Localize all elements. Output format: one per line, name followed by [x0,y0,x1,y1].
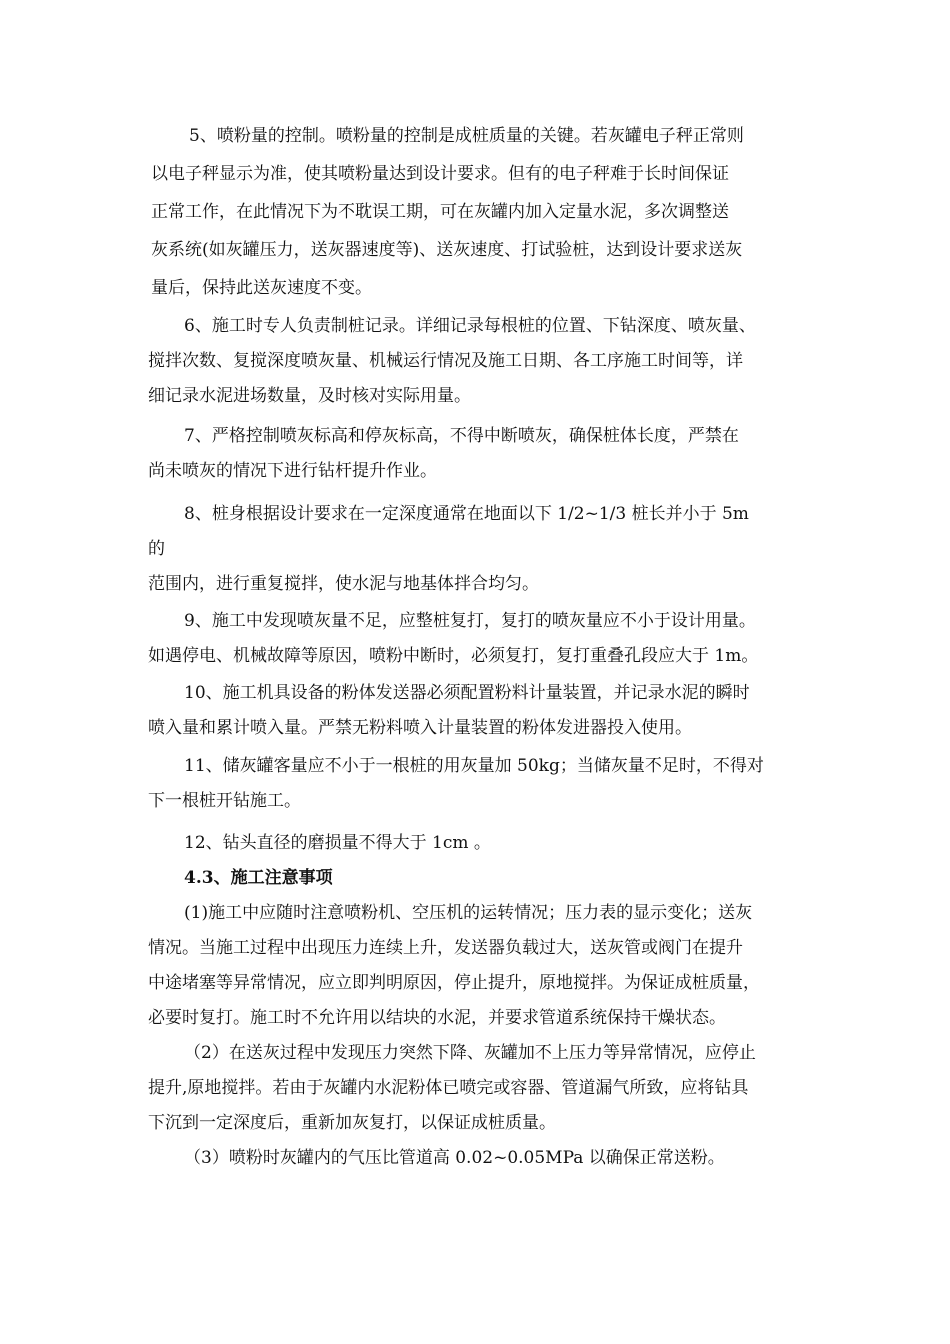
text-line: 的 [148,539,165,559]
text-line: （2）在送灰过程中发现压力突然下降、灰罐加不上压力等异常情况，应停止 [184,1043,756,1063]
text-line: 喷入量和累计喷入量。严禁无粉料喷入计量装置的粉体发进器投入使用。 [148,718,692,738]
text-line: 灰系统(如灰罐压力，送灰器速度等)、送灰速度、打试验桩，达到设计要求送灰 [151,240,743,260]
text-line: 必要时复打。施工时不允许用以结块的水泥，并要求管道系统保持干燥状态。 [148,1008,726,1028]
text-line: 6、施工时专人负责制桩记录。详细记录每根桩的位置、下钻深度、喷灰量、 [184,316,756,336]
text-line: （3）喷粉时灰罐内的气压比管道高 0.02~0.05MPa 以确保正常送粉。 [184,1148,725,1168]
text-line: 10、施工机具设备的粉体发送器必须配置粉料计量装置，并记录水泥的瞬时 [184,683,750,703]
text-line: 细记录水泥进场数量，及时核对实际用量。 [148,386,471,406]
text-line: 下沉到一定深度后，重新加灰复打，以保证成桩质量。 [148,1113,556,1133]
text-line: (1)施工中应随时注意喷粉机、空压机的运转情况；压力表的显示变化；送灰 [184,903,753,923]
text-line: 11、储灰罐客量应不小于一根桩的用灰量加 50kg；当储灰量不足时，不得对 [184,756,764,776]
text-line: 5、喷粉量的控制。喷粉量的控制是成桩质量的关键。若灰罐电子秤正常则 [189,126,744,146]
text-line: 7、严格控制喷灰标高和停灰标高，不得中断喷灰，确保桩体长度，严禁在 [184,426,739,446]
text-line: 中途堵塞等异常情况，应立即判明原因，停止提升，原地搅拌。为保证成桩质量， [148,973,760,993]
text-line: 以电子秤显示为准，使其喷粉量达到设计要求。但有的电子秤难于长时间保证 [151,164,729,184]
text-line: 尚未喷灰的情况下进行钻杆提升作业。 [148,461,437,481]
text-line: 提升,原地搅拌。若由于灰罐内水泥粉体已喷完或容器、管道漏气所致，应将钻具 [148,1078,749,1098]
text-line: 搅拌次数、复搅深度喷灰量、机械运行情况及施工日期、各工序施工时间等，详 [148,351,743,371]
text-line: 如遇停电、机械故障等原因，喷粉中断时，必须复打，复打重叠孔段应大于 1m。 [148,646,759,666]
text-line: 量后，保持此送灰速度不变。 [151,278,372,298]
text-line: 8、桩身根据设计要求在一定深度通常在地面以下 1/2~1/3 桩长并小于 5m [184,504,749,524]
text-line: 下一根桩开钻施工。 [148,791,301,811]
text-line: 9、施工中发现喷灰量不足，应整桩复打，复打的喷灰量应不小于设计用量。 [184,611,756,631]
section-heading: 4.3、施工注意事项 [184,868,333,888]
text-line: 12、钻头直径的磨损量不得大于 1cm 。 [184,833,491,853]
text-line: 情况。当施工过程中出现压力连续上升，发送器负载过大，送灰管或阀门在提升 [148,938,743,958]
text-line: 正常工作，在此情况下为不耽误工期，可在灰罐内加入定量水泥，多次调整送 [151,202,729,222]
text-line: 范围内，进行重复搅拌，使水泥与地基体拌合均匀。 [148,574,539,594]
